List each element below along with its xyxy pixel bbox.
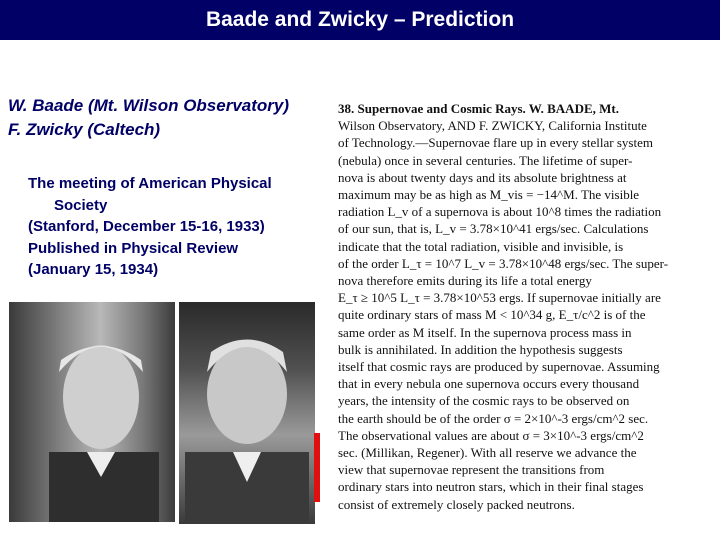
physical-review-abstract [338,100,714,512]
article-line: consist of extremely closely packed neutrons. [338,496,575,512]
article-line: itself that cosmic rays are produced by supernovae. Assuming [338,359,660,375]
slide-title-bar [0,0,720,40]
meeting-line-5: (January 15, 1934) [28,261,159,278]
article-line: radiation L_v of a supernova is about 10^8 times the radiation [338,204,662,220]
article-line: quite ordinary stars of mass M < 10^34 g, E_τ/c^2 is of the [338,307,646,323]
article-line: view that supernovae represent the transitions from [338,462,605,478]
photo-baade [9,302,175,522]
article-line: the earth should be of the order σ = 2×10^-3 ergs/cm^2 sec. [338,410,649,426]
meeting-line-4: Published in Physical Review [28,239,239,257]
article-line: indicate that the total radiation, visible and invisible, is [338,238,624,254]
article-line: of our sun, that is, L_v = 3.78×10^41 ergs/sec. Calculations [338,221,649,237]
article-line: The observational values are about σ = 3×10^-3 ergs/cm^2 [338,427,644,443]
article-line: maximum may be as high as M_vis = −14^M. The visible [338,187,640,203]
article-line: bulk is annihilated. In addition the hypothesis suggests [338,341,623,357]
article-line: 38. Supernovae and Cosmic Rays. W. BAADE, Mt. [338,101,619,116]
article-line: ordinary stars into neutron stars, which in their final stages [338,479,644,495]
article-line: Wilson Observatory, AND F. ZWICKY, California Institute [338,118,647,134]
meeting-line-3: (Stanford, December 15-16, 1933) [28,218,265,235]
article-line: E_τ ≥ 10^5 L_τ = 3.78×10^53 ergs. If supernovae initially are [338,290,661,306]
authors-block [8,94,289,142]
meeting-info [28,173,328,281]
zwicky-portrait-icon [179,302,315,524]
red-accent-bar [314,433,320,502]
article-line: years, the intensity of the cosmic rays to be observed on [338,393,630,409]
meeting-line-2: Society [54,196,108,214]
article-line: that in every nebula one supernova occurs every thousand [338,376,640,392]
article-line: sec. (Millikan, Regener). With all reserve we advance the [338,445,637,461]
photo-zwicky [179,302,315,524]
article-line: (nebula) once in several centuries. The lifetime of super- [338,152,633,168]
author-zwicky: F. Zwicky (Caltech) [8,120,161,139]
article-line: of the order L_τ = 10^7 L_v = 3.78×10^48 ergs/sec. The super- [338,255,669,271]
author-baade: W. Baade (Mt. Wilson Observatory) [8,96,290,115]
article-line: same order as M itself. In the supernova process mass in [338,324,632,340]
slide-title: Baade and Zwicky – Prediction [205,8,515,31]
article-line: nova therefore emits during its life a total energy [338,273,592,289]
article-line: nova is about twenty days and its absolute brightness at [338,169,627,185]
meeting-line-1: The meeting of American Physical [28,175,272,192]
article-line: of Technology.—Supernovae flare up in every stellar system [338,135,653,151]
baade-portrait-icon [9,302,175,522]
